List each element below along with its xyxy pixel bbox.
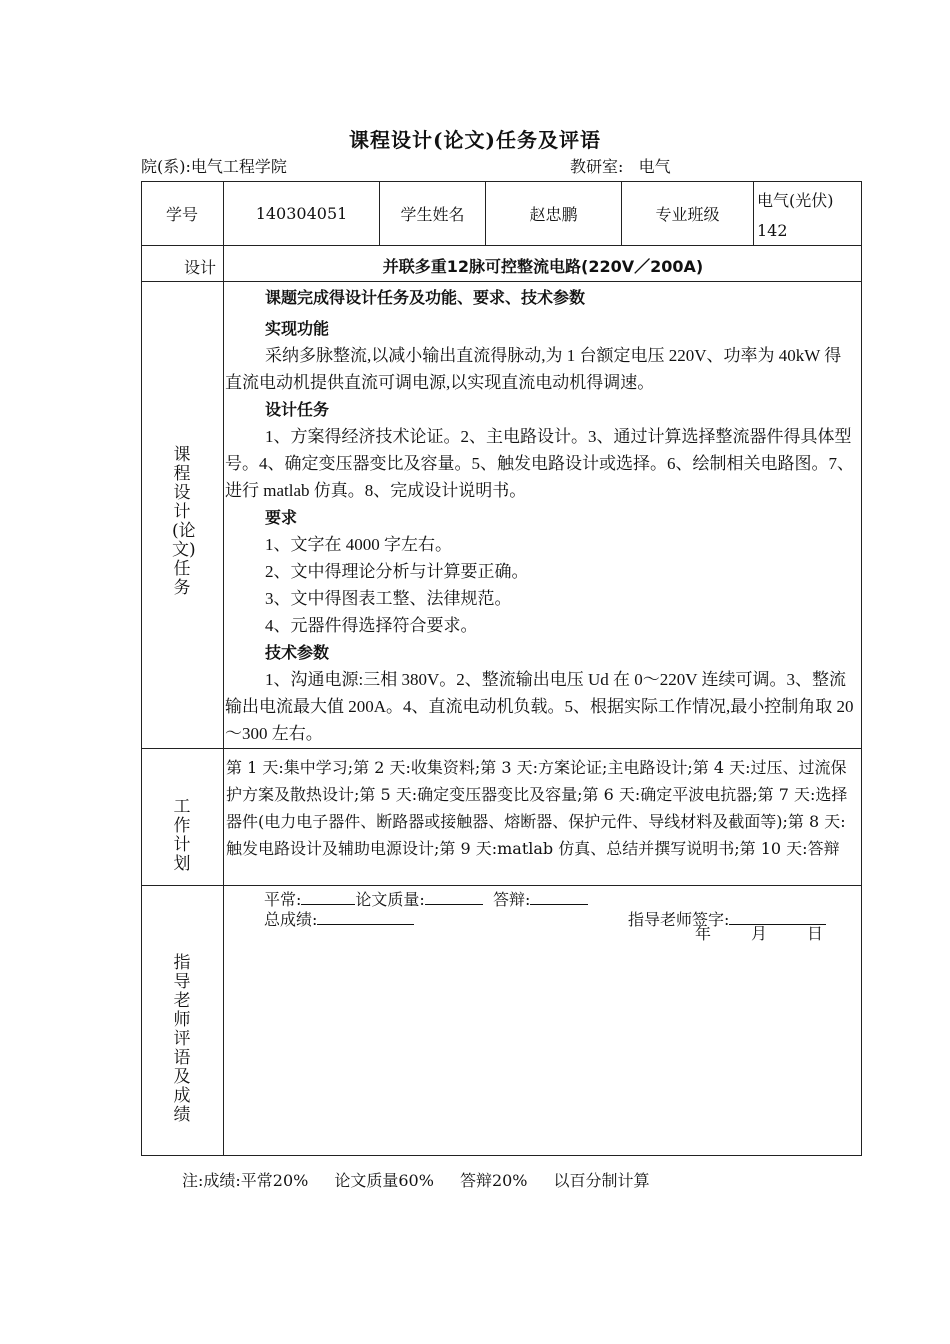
requirements-heading: 要求 [265,508,298,527]
evaluation-side-label: 指导老师评语及成绩 [173,953,191,1125]
task-heading: 课题完成得设计任务及功能、要求、技术参数 [265,288,586,307]
normal-score-blank [301,888,355,905]
requirement-item: 1、文字在 4000 字左右。 [265,535,452,554]
normal-score-label: 平常: [264,890,302,909]
signature-label: 指导老师签字: [628,910,730,929]
function-text: 采纳多脉整流,以减小输出直流得脉动,为 1 台额定电压 220V、功率为 40kW 得直流电动机提供直流可调电源,以实现直流电动机得调速。 [225,346,842,392]
plan-side-label: 工作计划 [173,797,191,874]
day-label: 日 [807,924,824,943]
design-topic: 并联多重12脉可控整流电路(220V／200A) [382,257,704,276]
student-id-value: 140304051 [255,203,348,223]
note-defense: 答辩20% [459,1171,528,1190]
row-divider [141,281,862,282]
task-content [225,284,857,747]
task-side-label: 课程设计(论文)任务 [172,445,196,598]
note-method: 以百分制计算 [553,1171,650,1190]
requirement-item: 4、元器件得选择符合要求。 [265,616,478,635]
student-name-label: 学生姓名 [400,204,465,224]
total-score-blank [317,908,414,925]
year-label: 年 [695,924,712,943]
total-score-label: 总成绩: [264,910,318,929]
parameters-heading: 技术参数 [265,643,330,662]
quality-score-blank [425,888,483,905]
signature-line [628,908,826,928]
quality-score-label: 论文质量: [355,890,425,909]
row-divider [141,885,862,886]
parameters-text: 1、沟通电源:三相 380V。2、整流输出电压 Ud 在 0～220V 连续可调。3、整流输出电流最大值 200A。4、直流电动机负载。5、根据实际工作情况,最小控制角取 20～300 左右。 [225,670,854,743]
office-label: 教研室: 电气 [570,157,671,176]
page-title: 课程设计(论文)任务及评语 [349,128,601,152]
class-value [757,186,834,246]
defense-score-label: 答辩: [492,890,531,909]
class-value-line2: 142 [757,221,788,240]
column-divider [223,181,224,1156]
student-name-value: 赵忠鹏 [529,204,578,224]
scores-line [264,888,588,908]
note-quality: 论文质量60% [334,1171,434,1190]
defense-score-blank [530,888,588,905]
plan-text: 第 1 天:集中学习;第 2 天:收集资料;第 3 天:方案论证;主电路设计;第 4 天:过压、过流保护方案及散热设计;第 5 天:确定变压器变比及容量;第 6 天:确定平波电抗器;第 7 天:选择器件(电力电子器件、断路器或接触器、熔断器、保护元件、导线材料及截面等);第 8 天:触发电路设计及辅助电源设计;第 9 天:matlab 仿真、总结并撰写说明书;第 10 天:答辩 [226,758,848,858]
date-line [695,926,823,942]
function-heading: 实现功能 [265,319,330,338]
row-divider [141,245,862,246]
row-divider [141,748,862,749]
design-label: 设计 [184,258,217,277]
requirement-item: 3、文中得图表工整、法律规范。 [265,589,512,608]
department-label: 院(系):电气工程学院 [141,157,287,176]
month-label: 月 [751,924,768,943]
design-task-heading: 设计任务 [265,400,330,419]
total-score-line [264,908,414,928]
class-label: 专业班级 [655,204,720,224]
signature-blank [729,908,826,925]
class-value-line1: 电气(光伏) [757,191,834,210]
grading-note [182,1168,650,1191]
column-divider [753,181,754,245]
design-task-text: 1、方案得经济技术论证。2、主电路设计。3、通过计算选择整流器件得具体型号。4、确定变压器变比及容量。5、触发电路设计或选择。6、绘制相关电路图。7、进行 matlab 仿真。8、完成设计说明书。 [225,427,854,500]
requirement-item: 2、文中得理论分析与计算要正确。 [265,562,529,581]
note-prefix: 注:成绩:平常20% [182,1171,309,1190]
student-id-label: 学号 [165,204,198,224]
